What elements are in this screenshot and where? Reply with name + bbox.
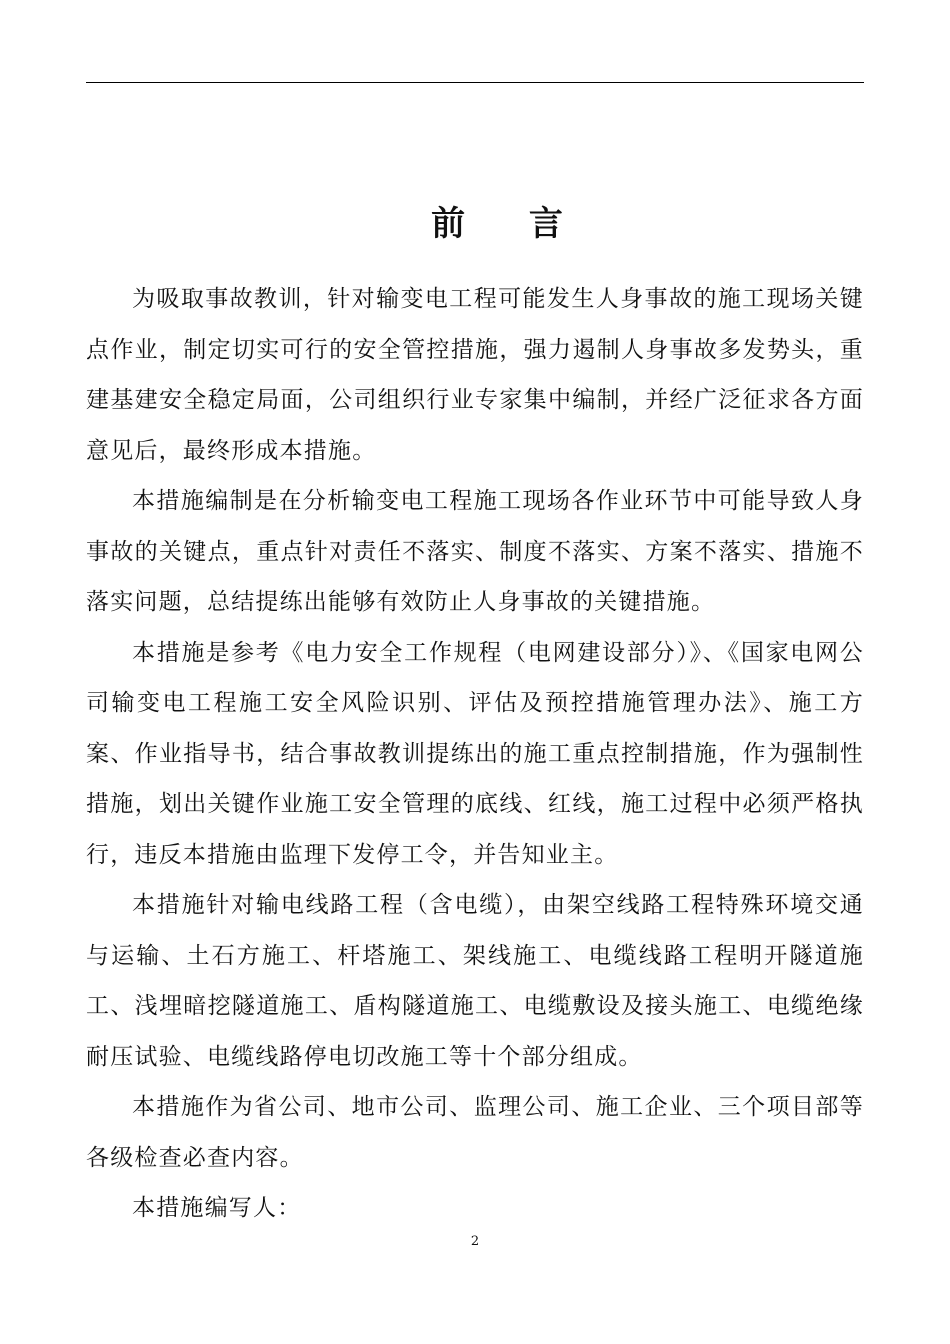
page-title: 前 言 (431, 204, 589, 244)
header-rule (86, 82, 864, 83)
paragraph-scope: 本措施针对输电线路工程（含电缆），由架空线路工程特殊环境交通与运输、土石方施工、杆塔施工、架线施工、电缆线路工程明开隧道施工、浅埋暗挖隧道施工、盾构隧道施工、电缆敷设及接头施工、电缆绝缘耐压试验、电缆线路停电切改施工等十个部分组成。 (86, 892, 864, 1070)
paragraph-purpose: 为吸取事故教训，针对输变电工程可能发生人身事故的施工现场关键点作业，制定切实可行的安全管控措施，强力遏制人身事故多发势头，重建基建安全稳定局面，公司组织行业专家集中编制，并经广泛征求各方面意见后，最终形成本措施。 (86, 286, 864, 464)
paragraph-inspection: 本措施作为省公司、地市公司、监理公司、施工企业、三个项目部等各级检查必查内容。 (86, 1094, 864, 1171)
paragraph-references: 本措施是参考《电力安全工作规程（电网建设部分）》、《国家电网公司输变电工程施工安全风险识别、评估及预控措施管理办法》、施工方案、作业指导书，结合事故教训提练出的施工重点控制措施，作为强制性措施，划出关键作业施工安全管理的底线、红线，施工过程中必须严格执行，违反本措施由监理下发停工令，并告知业主。 (86, 639, 864, 868)
paragraph-authors: 本措施编写人： (132, 1195, 302, 1221)
paragraph-basis: 本措施编制是在分析输变电工程施工现场各作业环节中可能导致人身事故的关键点，重点针对责任不落实、制度不落实、方案不落实、措施不落实问题，总结提练出能够有效防止人身事故的关键措施。 (86, 488, 864, 615)
preface-body (86, 274, 864, 1234)
page-number: 2 (470, 1234, 480, 1249)
